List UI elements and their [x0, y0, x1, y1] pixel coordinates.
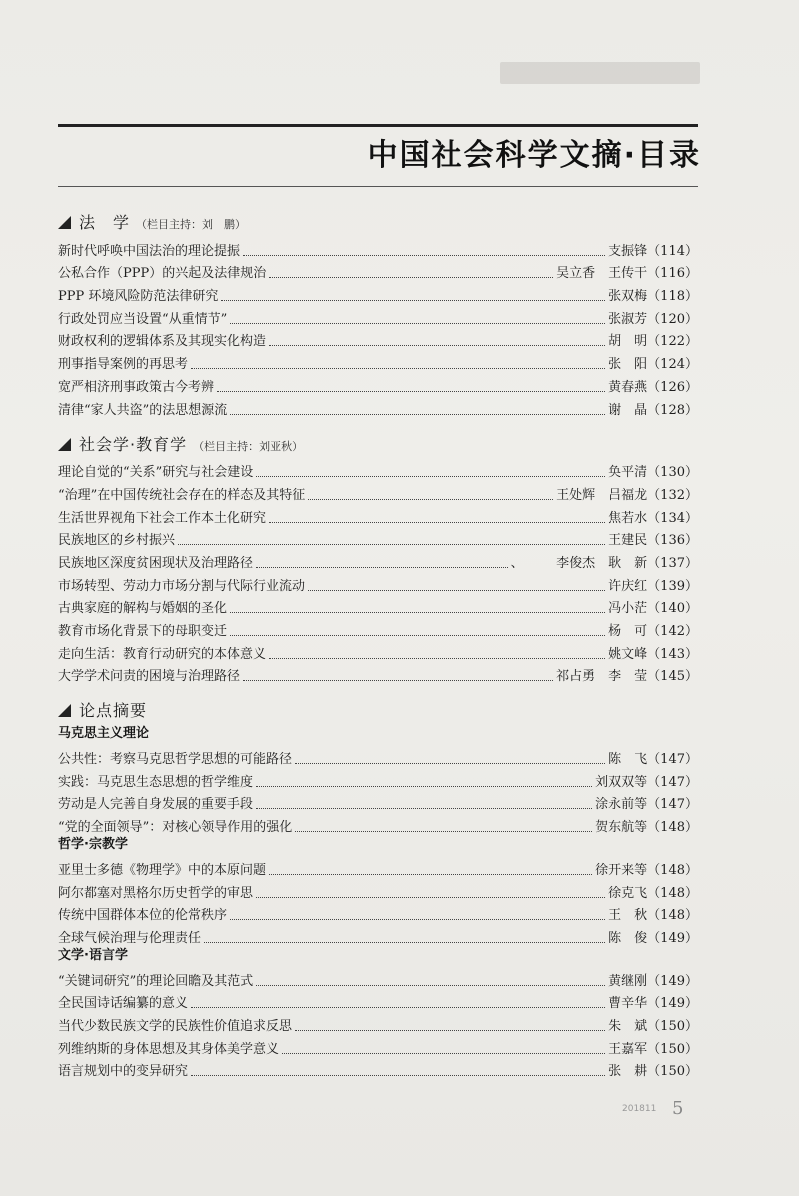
dot-leader — [269, 344, 605, 346]
dot-leader — [230, 413, 605, 415]
entry-authors: 张 阳 — [608, 357, 648, 373]
entry-title: 刑事指导案例的再思考 — [58, 357, 189, 373]
entry-authors: 谢 晶 — [608, 402, 648, 418]
entry-authors: 黄春燕 — [608, 379, 648, 395]
entry-page: （120） — [647, 311, 698, 327]
entry-title: 古典家庭的解构与婚姻的圣化 — [58, 601, 228, 617]
journal-issue-code: 201811 — [622, 1104, 657, 1114]
toc-entry[interactable] — [58, 395, 698, 418]
toc-section — [58, 698, 698, 1079]
entry-page: （148） — [647, 862, 698, 878]
toc-entry[interactable] — [58, 790, 698, 813]
entry-authors: 徐开来等 — [595, 862, 648, 878]
dot-leader — [308, 589, 605, 591]
toc-entry[interactable] — [58, 327, 698, 350]
toc-entry[interactable] — [58, 744, 698, 767]
entry-authors: 陈 俊 — [608, 930, 648, 946]
entry-page: （148） — [647, 820, 698, 836]
dot-leader — [243, 254, 605, 256]
entry-page: （147） — [647, 752, 698, 768]
dot-leader — [269, 521, 605, 523]
dot-leader — [256, 984, 605, 986]
toc-entry[interactable] — [58, 923, 698, 946]
entry-page: （122） — [647, 334, 698, 350]
dot-leader — [191, 1006, 605, 1008]
toc-entry[interactable] — [58, 571, 698, 594]
dot-leader — [230, 322, 605, 324]
entry-page: （124） — [647, 357, 698, 373]
dot-leader — [269, 276, 553, 278]
entry-authors: 杨 可 — [608, 624, 648, 639]
entry-authors: 刘双双等 — [595, 774, 648, 790]
entry-authors: 曹辛华 — [608, 996, 648, 1012]
entry-authors: 张淑芳 — [608, 311, 648, 327]
entry-authors: 吴立香 王传干 — [556, 266, 648, 282]
dot-leader — [256, 896, 605, 898]
entry-authors: 许庆红 — [608, 578, 648, 594]
toc-entry[interactable] — [58, 989, 698, 1012]
entry-title: 语言规划中的变异研究 — [58, 1064, 189, 1080]
entry-title: “党的全面领导”：对核心领导作用的强化 — [58, 820, 293, 836]
dot-leader — [269, 657, 605, 659]
dot-leader — [295, 1029, 605, 1031]
entry-authors: 徐克飞 — [608, 885, 648, 901]
section-heading — [58, 698, 698, 724]
dot-leader — [230, 634, 605, 636]
entry-page: （140） — [647, 601, 698, 617]
dot-leader — [256, 807, 592, 809]
entry-title: 教育市场化背景下的母职变迁 — [58, 624, 228, 639]
toc-entry[interactable] — [58, 548, 698, 571]
entry-authors: 朱 斌 — [608, 1018, 648, 1034]
entry-authors: 焦若水 — [608, 510, 648, 526]
entry-page: （143） — [647, 646, 698, 662]
entry-title: 实践：马克思生态思想的哲学维度 — [58, 774, 254, 790]
entry-title: 传统中国群体本位的伦常秩序 — [58, 908, 228, 924]
entry-title: 宽严相济刑事政策古今考辨 — [58, 379, 215, 395]
dot-leader — [230, 918, 605, 920]
page-title: 中国社会科学文摘·目录 — [367, 138, 701, 173]
dot-leader — [269, 873, 592, 875]
page-number: 5 — [672, 1098, 684, 1119]
entry-page: （132） — [647, 487, 698, 503]
toc-entry[interactable] — [58, 480, 698, 503]
dot-leader — [295, 762, 605, 764]
header-bottom-rule — [58, 186, 698, 187]
dot-leader — [308, 498, 553, 500]
dot-leader — [256, 566, 508, 568]
dot-leader — [282, 1052, 605, 1054]
entry-authors: 张双梅 — [608, 289, 648, 305]
entry-title: 走向生活：教育行动研究的本体意义 — [58, 646, 267, 662]
toc-entry[interactable] — [58, 901, 698, 924]
entry-title: 阿尔都塞对黑格尔历史哲学的审思 — [58, 885, 254, 901]
entry-page: （148） — [647, 908, 698, 924]
subsection-heading: 文学·语言学 — [58, 947, 128, 963]
entry-title: 全球气候治理与伦理责任 — [58, 930, 202, 946]
entry-title: 市场转型、劳动力市场分割与代际行业流动 — [58, 578, 306, 594]
entry-title: “关键词研究”的理论回瞻及其范式 — [58, 973, 254, 989]
entry-page: （116） — [647, 266, 698, 282]
entry-title: 民族地区深度贫困现状及治理路径 — [58, 555, 254, 571]
toc-entry[interactable] — [58, 662, 698, 685]
entry-authors: 胡 明 — [608, 334, 648, 350]
entry-title: 理论自觉的“关系”研究与社会建设 — [58, 465, 254, 481]
toc-entry[interactable] — [58, 1011, 698, 1034]
entry-authors: 支振锋 — [608, 243, 648, 259]
entry-page: （142） — [647, 624, 698, 639]
toc-entry[interactable] — [58, 639, 698, 662]
entry-page: （149） — [647, 930, 698, 946]
entry-authors: 涂永前等 — [595, 797, 648, 813]
entry-page: （150） — [647, 1041, 698, 1057]
entry-authors: 奂平清 — [608, 465, 648, 481]
entry-title: 民族地区的乡村振兴 — [58, 533, 176, 549]
entry-authors: 张 耕 — [608, 1064, 648, 1080]
entry-title: 劳动是人完善自身发展的重要手段 — [58, 797, 254, 813]
triangle-marker-icon — [58, 704, 71, 717]
entry-title: 公共性：考察马克思哲学思想的可能路径 — [58, 752, 293, 768]
section-title: 法 学 — [79, 213, 131, 232]
entry-page: （137） — [647, 555, 698, 571]
toc-entry[interactable] — [58, 304, 698, 327]
toc-section — [58, 210, 698, 418]
entry-title: 全民国诗话编纂的意义 — [58, 996, 189, 1012]
dot-leader — [295, 830, 592, 832]
toc-entry[interactable] — [58, 966, 698, 989]
entry-page: （139） — [647, 578, 698, 594]
toc-entry[interactable] — [58, 1034, 698, 1057]
toc-entry[interactable] — [58, 616, 698, 639]
dot-leader — [256, 475, 605, 477]
entry-title: 大学学术问责的困境与治理路径 — [58, 669, 241, 685]
entry-title: 行政处罚应当设置“从重情节” — [58, 311, 228, 327]
entry-authors: 王处辉 吕福龙 — [556, 487, 648, 503]
entry-page: （134） — [647, 510, 698, 526]
section-editor: （栏目主持：刘亚秋） — [193, 439, 304, 453]
entry-title: 公私合作（PPP）的兴起及法律规治 — [58, 266, 267, 282]
section-heading — [58, 210, 698, 236]
entry-title: 清律“家人共盗”的法思想源流 — [58, 402, 228, 418]
section-editor: （栏目主持：刘 鹏） — [136, 218, 247, 231]
entry-page: （128） — [647, 402, 698, 418]
entry-page: （130） — [647, 465, 698, 481]
entry-page: （126） — [647, 379, 698, 395]
entry-page: （147） — [647, 774, 698, 790]
toc-entry[interactable] — [58, 812, 698, 835]
entry-authors: 王 秋 — [608, 908, 648, 924]
entry-authors: 、 李俊杰 耿 新 — [510, 555, 648, 571]
toc-entry[interactable] — [58, 259, 698, 282]
dot-leader — [178, 543, 605, 545]
triangle-marker-icon — [58, 438, 71, 451]
entry-page: （150） — [647, 1018, 698, 1034]
entry-title: 当代少数民族文学的民族性价值追求反思 — [58, 1018, 293, 1034]
dot-leader — [191, 1074, 605, 1076]
entry-title: “治理”在中国传统社会存在的样态及其特征 — [58, 487, 306, 503]
entry-title: PPP 环境风险防范法律研究 — [58, 289, 219, 305]
section-heading — [58, 432, 698, 458]
toc-entry[interactable] — [58, 503, 698, 526]
toc-entry[interactable] — [58, 526, 698, 549]
toc-entry[interactable] — [58, 349, 698, 372]
entry-title: 新时代呼唤中国法治的理论提振 — [58, 243, 241, 259]
dot-leader — [230, 611, 605, 613]
toc-entry[interactable] — [58, 458, 698, 481]
dot-leader — [243, 679, 553, 681]
toc-entry[interactable] — [58, 767, 698, 790]
entry-page: （147） — [647, 797, 698, 813]
entry-page: （118） — [647, 289, 698, 305]
entry-page: （149） — [647, 996, 698, 1012]
entry-page: （150） — [647, 1064, 698, 1080]
toc-entry[interactable] — [58, 594, 698, 617]
dot-leader — [221, 299, 605, 301]
entry-page: （136） — [647, 533, 698, 549]
triangle-marker-icon — [58, 216, 71, 229]
dot-leader — [191, 367, 605, 369]
entry-title: 亚里士多德《物理学》中的本原问题 — [58, 862, 267, 878]
subsection-heading: 马克思主义理论 — [58, 726, 150, 742]
entry-title: 列维纳斯的身体思想及其身体美学意义 — [58, 1041, 280, 1057]
entry-title: 生活世界视角下社会工作本土化研究 — [58, 510, 267, 526]
entry-authors: 黄继刚 — [608, 973, 648, 989]
dot-leader — [256, 785, 592, 787]
toc-entry[interactable] — [58, 855, 698, 878]
entry-page: （114） — [647, 243, 698, 259]
entry-authors: 王建民 — [608, 533, 648, 549]
subsection-heading: 哲学·宗教学 — [58, 837, 128, 853]
header-top-rule — [58, 124, 698, 127]
entry-page: （148） — [647, 885, 698, 901]
section-title: 论点摘要 — [79, 701, 148, 721]
section-title: 社会学·教育学 — [79, 434, 188, 454]
entry-page: （149） — [647, 973, 698, 989]
entry-title: 财政权利的逻辑体系及其现实化构造 — [58, 334, 267, 350]
entry-authors: 王嘉军 — [608, 1041, 648, 1057]
table-of-contents — [58, 210, 698, 1093]
dot-leader — [217, 390, 605, 392]
toc-section — [58, 432, 698, 685]
dot-leader — [204, 941, 605, 943]
entry-authors: 陈 飞 — [608, 752, 648, 768]
entry-authors: 贺东航等 — [595, 820, 648, 836]
entry-authors: 祁占勇 李 莹 — [556, 669, 648, 685]
toc-entry[interactable] — [58, 281, 698, 304]
toc-entry[interactable] — [58, 1057, 698, 1080]
entry-authors: 冯小茫 — [608, 601, 648, 617]
entry-authors: 姚文峰 — [608, 646, 648, 662]
entry-page: （145） — [647, 669, 698, 685]
toc-entry[interactable] — [58, 236, 698, 259]
toc-entry[interactable] — [58, 372, 698, 395]
bleed-through-shadow — [500, 62, 700, 84]
toc-entry[interactable] — [58, 878, 698, 901]
